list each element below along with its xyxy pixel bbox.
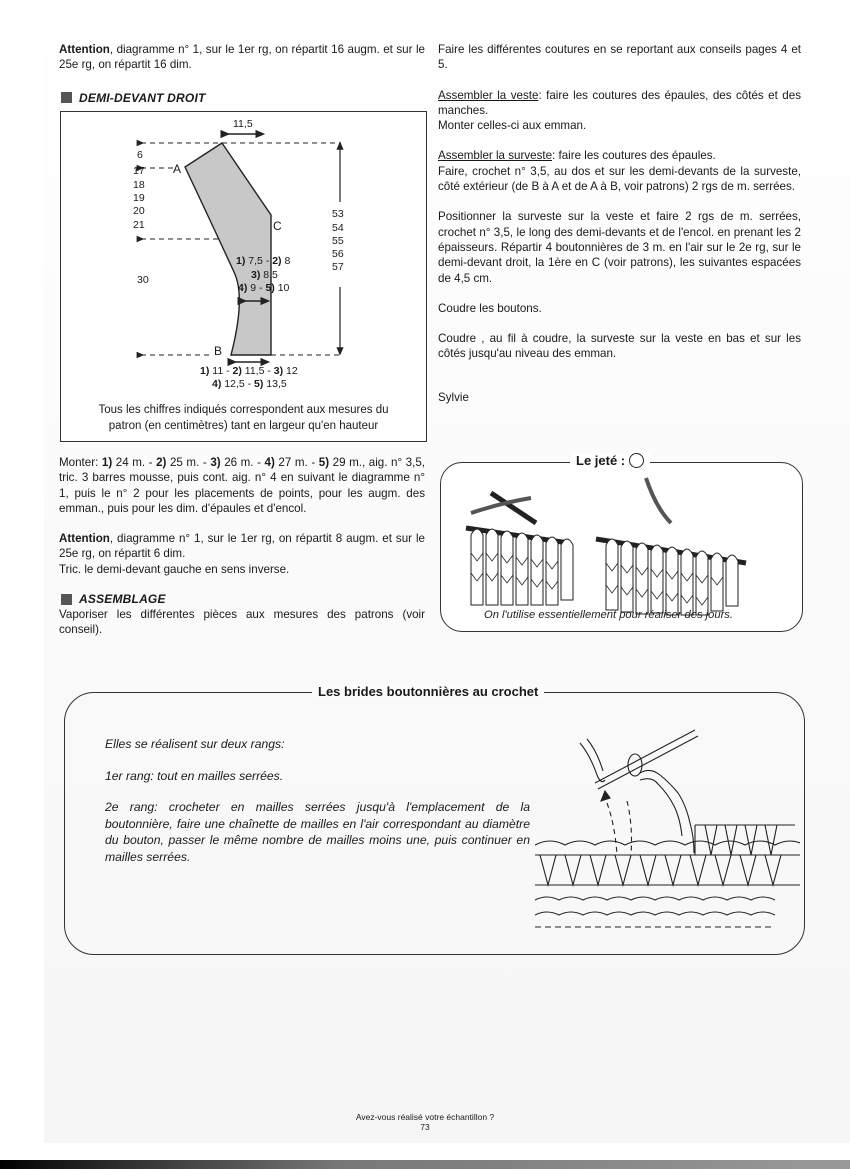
page-number: 73 xyxy=(420,1122,430,1132)
height-label-56: 56 xyxy=(332,248,344,260)
height-label-18: 18 xyxy=(133,179,145,191)
section-title: DEMI-DEVANT DROIT xyxy=(79,90,206,105)
height-label-20: 20 xyxy=(133,205,145,217)
caption-line-1: Tous les chiffres indiqués correspondent aux mesures du xyxy=(98,404,389,416)
positionner-paragraph: Positionner la surveste sur la veste et faire 2 rgs de m. serrées, crochet n° 3,5, le long des demi-devants et de l'encol. en prenant les 2 épaisseurs. Répartir 4 boutonnières de 3 m. en l'air sur le 2e rg, sur le demi-devant droit, la 1ère en C (voir patrons), les suivantes espacées de 4,5 cm. xyxy=(438,210,801,285)
height-label-19: 19 xyxy=(133,192,145,204)
top-width-label: 11,5 xyxy=(233,118,253,130)
jete-box xyxy=(440,462,803,632)
crochet-illustration xyxy=(535,705,800,945)
section-title: ASSEMBLAGE xyxy=(79,592,166,607)
page-footer xyxy=(0,1112,850,1132)
height-label-17: 17 xyxy=(133,165,145,177)
bottom-width-line-1: 1) 11 - 2) 11,5 - 3) 12 xyxy=(200,365,298,377)
monter-emman-line: Monter celles-ci aux emman. xyxy=(438,119,587,133)
assemblage-paragraph: Vaporiser les différentes pièces aux mesures des patrons (voir conseil). xyxy=(59,608,425,637)
monter-paragraph: Monter: 1) 24 m. - 2) 25 m. - 3) 26 m. - 4) 27 m. - 5) 29 m., aig. n° 3,5, tric. 3 barres mousse, puis cont. aig. n° 4 en suivant le diagramme n° 1, puis le n° 2 pour les placements de points, pour les augm. des emman., puis pour les dim. d'épaules et d'encol. xyxy=(59,456,425,515)
footer-question: Avez-vous réalisé votre échantillon ? xyxy=(355,1112,495,1122)
brides-rang-2: 2e rang: crocheter en mailles serrées jusqu'à l'emplacement de la boutonnière, faire une chaînette de mailles en l'air correspondant au diamètre du bouton, passer le même nombre de mailles moins une, puis continuer en mailles serrées. xyxy=(105,800,530,864)
height-label-57: 57 xyxy=(332,261,344,273)
coudre-boutons-paragraph: Coudre les boutons. xyxy=(438,301,542,315)
left-column xyxy=(59,42,425,109)
brides-box-title: Les brides boutonnières au crochet xyxy=(312,684,544,699)
pattern-diagram xyxy=(60,111,427,442)
attention-label: Attention xyxy=(59,43,110,56)
pattern-schematic xyxy=(61,112,428,443)
height-label-54: 54 xyxy=(332,222,344,234)
mid-width-line-1: 1) 7,5 - 2) 8 xyxy=(236,255,291,267)
brides-text xyxy=(105,736,530,865)
coudre-surveste-paragraph: Coudre , au fil à coudre, la surveste sur la veste en bas et sur les côtés jusqu'au niveau des emman. xyxy=(438,332,801,361)
diagram-caption xyxy=(61,402,426,434)
height-label-21: 21 xyxy=(133,219,145,231)
crochet-instruction: Faire, crochet n° 3,5, au dos et sur les demi-devants de la surveste, côté extérieur (de B à A et de A à B, voir patrons) 2 rgs de m. serrées. xyxy=(438,164,801,194)
height-label-6: 6 xyxy=(137,149,143,161)
knitting-swatch-left xyxy=(466,493,573,605)
jete-caption: On l'utilise essentiellement pour réaliser des jours. xyxy=(484,609,733,621)
jete-title-text: Le jeté : xyxy=(576,453,626,468)
height-label-55: 55 xyxy=(332,235,344,247)
attention-text: , diagramme n° 1, sur le 1er rg, on répartit 16 augm. et sur le 25e rg, on répartit 16 dim. xyxy=(59,43,425,72)
jete-box-title xyxy=(570,453,650,468)
right-column xyxy=(438,42,801,405)
attention-paragraph-2: Attention, diagramme n° 1, sur le 1er rg, on répartit 8 augm. et sur le 25e rg, on répartit 6 dim. xyxy=(59,532,425,561)
coutures-paragraph: Faire les différentes coutures en se reportant aux conseils pages 4 et 5. xyxy=(438,43,801,72)
knitting-swatch-right xyxy=(596,478,746,615)
circle-symbol-icon xyxy=(629,453,644,468)
mid-width-line-3: 4) 9 - 5) 10 xyxy=(238,282,290,294)
assembler-veste-paragraph: Assembler la veste: faire les coutures des épaules, des côtés et des manches. xyxy=(438,88,801,117)
height-label-53: 53 xyxy=(332,208,344,220)
bottom-width-line-2: 4) 12,5 - 5) 13,5 xyxy=(212,378,287,390)
pattern-piece-shape xyxy=(185,143,271,355)
point-b-label: B xyxy=(214,344,223,358)
section-square-icon xyxy=(61,92,72,103)
mid-width-line-2: 3) 8,5 xyxy=(251,269,278,281)
inverse-instruction: Tric. le demi-devant gauche en sens inverse. xyxy=(59,562,290,576)
jete-illustration xyxy=(441,463,804,633)
point-c-label: C xyxy=(273,219,282,233)
height-label-30: 30 xyxy=(137,274,149,286)
section-heading-assemblage xyxy=(59,592,425,606)
assembler-surveste-paragraph: Assembler la surveste: faire les coutures des épaules. xyxy=(438,149,716,163)
caption-line-2: patron (en centimètres) tant en largeur qu'en hauteur xyxy=(108,420,379,432)
section-heading-demi-devant xyxy=(59,91,425,105)
left-column-lower xyxy=(59,455,425,638)
attention-paragraph-1 xyxy=(59,42,425,73)
scan-edge-bar xyxy=(0,1160,850,1169)
signature: Sylvie xyxy=(438,390,469,404)
point-a-label: A xyxy=(173,162,182,176)
brides-intro: Elles se réalisent sur deux rangs: xyxy=(105,737,285,751)
brides-rang-1: 1er rang: tout en mailles serrées. xyxy=(105,768,284,783)
section-square-icon xyxy=(61,594,72,605)
